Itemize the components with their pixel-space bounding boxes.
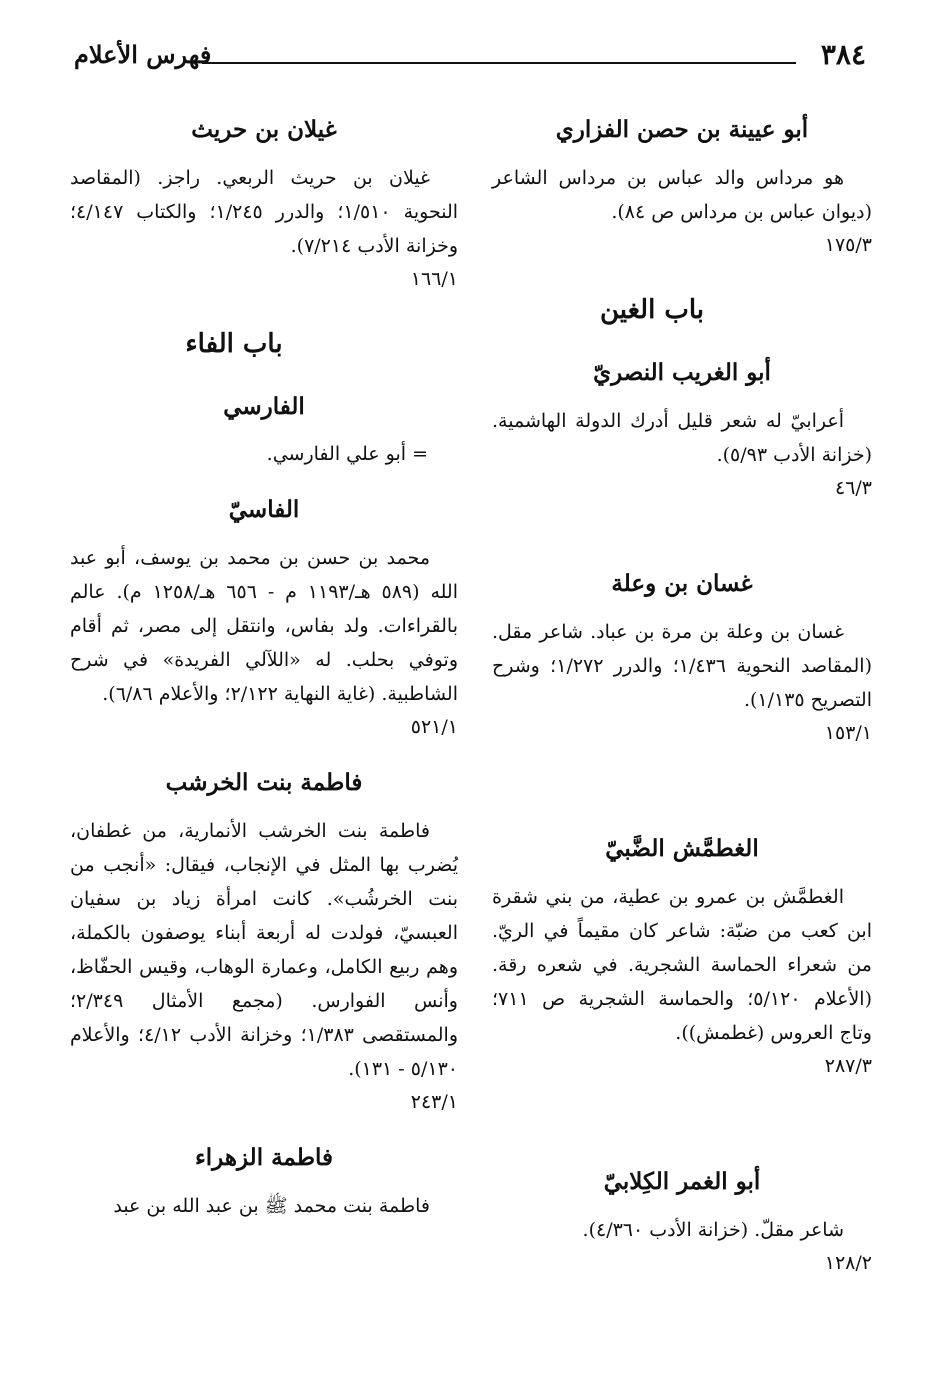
entry-body: فاطمة بنت محمد ﷺ بن عبد الله بن عبد (113, 1195, 430, 1217)
entry-ref: ٥٢١/١ (410, 716, 458, 738)
entry-body: الغطمَّش بن عمرو بن عطية، من بني شقرة ابن كعب من ضبّة: شاعر كان مقيماً في الريّ. من شعراء الحماسة الشجرية. في شعره رقة. (الأعلام ٥/١٢٠؛ والحماسة الشجرية ص ٧١١؛ وتاج العروس (غطمش)). (492, 886, 872, 1044)
entry-title: الغطمَّش الضَّبيّ (605, 835, 759, 862)
entry-body: هو مرداس والد عباس بن مرداس الشاعر (ديوان عباس بن مرداس ص ٨٤). (492, 167, 872, 223)
entry-title: أبو الغمر الكِلابيّ (603, 1168, 761, 1195)
entry-body: شاعر مقلّ. (خزانة الأدب ٤/٣٦٠). (582, 1219, 844, 1241)
cross-reference: = أبو علي الفارسي. (266, 443, 428, 465)
entry-ref: ٢٨٧/٣ (824, 1055, 872, 1077)
entry-body: أعرابيّ له شعر قليل أدرك الدولة الهاشمية. (خزانة الأدب ٥/٩٣). (492, 410, 872, 466)
entry-title: غيلان بن حريث (191, 116, 337, 143)
entry-body: غسان بن وعلة بن مرة بن عباد. شاعر مقل. (المقاصد النحوية ١/٤٣٦؛ والدرر ١/٢٧٢؛ وشرح التصريح ١/١٣٥). (492, 621, 872, 711)
entry-body: غيلان بن حريث الربعي. راجز. (المقاصد النحوية ١/٥١٠؛ والدرر ١/٢٤٥؛ والكتاب ٤/١٤٧؛ وخزانة الأدب ٧/٢١٤). (70, 167, 459, 257)
entry-body: فاطمة بنت الخرشب الأنمارية، من غطفان، يُضرب بها المثل في الإنجاب، فيقال: «أنجب من بنت الخرشُب». كانت امرأة زياد بن سفيان العبسيّ، فولدت له أربعة أبناء يوصفون بالكملة، وهم ربيع الكامل، وعمارة الوهاب، وقيس الحفّاظ، وأنس الفوارس. (مجمع الأمثال ٢/٣٤٩؛ والمستقصى ١/٣٨٣؛ وخزانة الأدب ٤/١٢؛ والأعلام ٥/١٣٠ - ١٣١). (70, 820, 459, 1080)
entry-title: الفارسي (223, 393, 305, 420)
left-column (70, 90, 458, 1223)
entry-ref: ١٦٦/١ (410, 268, 458, 290)
entry-ref: ١٧٥/٣ (824, 234, 872, 256)
running-title: فهرس الأعلام (74, 40, 212, 69)
entry-ref: ٤٦/٣ (834, 477, 872, 499)
section-heading: باب الغين (599, 295, 704, 325)
page-header (74, 38, 866, 78)
section-heading: باب الفاء (185, 329, 283, 359)
entry-title: الفاسيّ (228, 496, 300, 523)
entry-body: محمد بن حسن بن محمد بن يوسف، أبو عبد الله (٥٨٩ هـ/١١٩٣ م - ٦٥٦ هـ/١٢٥٨ م). عالم بالقراءات. ولد بفاس، وانتقل إلى مصر، ثم أقام وتوفي بحلب. له «اللآلي الفريدة» في شرح الشاطبية. (غاية النهاية ٢/١٢٢؛ والأعلام ٦/٨٦). (70, 547, 458, 705)
entry-title: فاطمة بنت الخرشب (165, 769, 363, 796)
right-column (492, 90, 872, 1297)
entry-title: فاطمة الزهراء (194, 1144, 334, 1171)
entry-title: أبو الغريب النصريّ (593, 359, 771, 386)
entry-ref: ١٢٨/٢ (824, 1252, 872, 1274)
entry-ref: ١٥٣/١ (824, 722, 872, 744)
entry-ref: ٢٤٣/١ (410, 1091, 458, 1113)
entry-title: غسان بن وعلة (611, 570, 753, 597)
page-number: ٣٨٤ (820, 38, 866, 71)
header-rule (202, 62, 796, 64)
entry-title: أبو عيينة بن حصن الفزاري (555, 116, 809, 143)
